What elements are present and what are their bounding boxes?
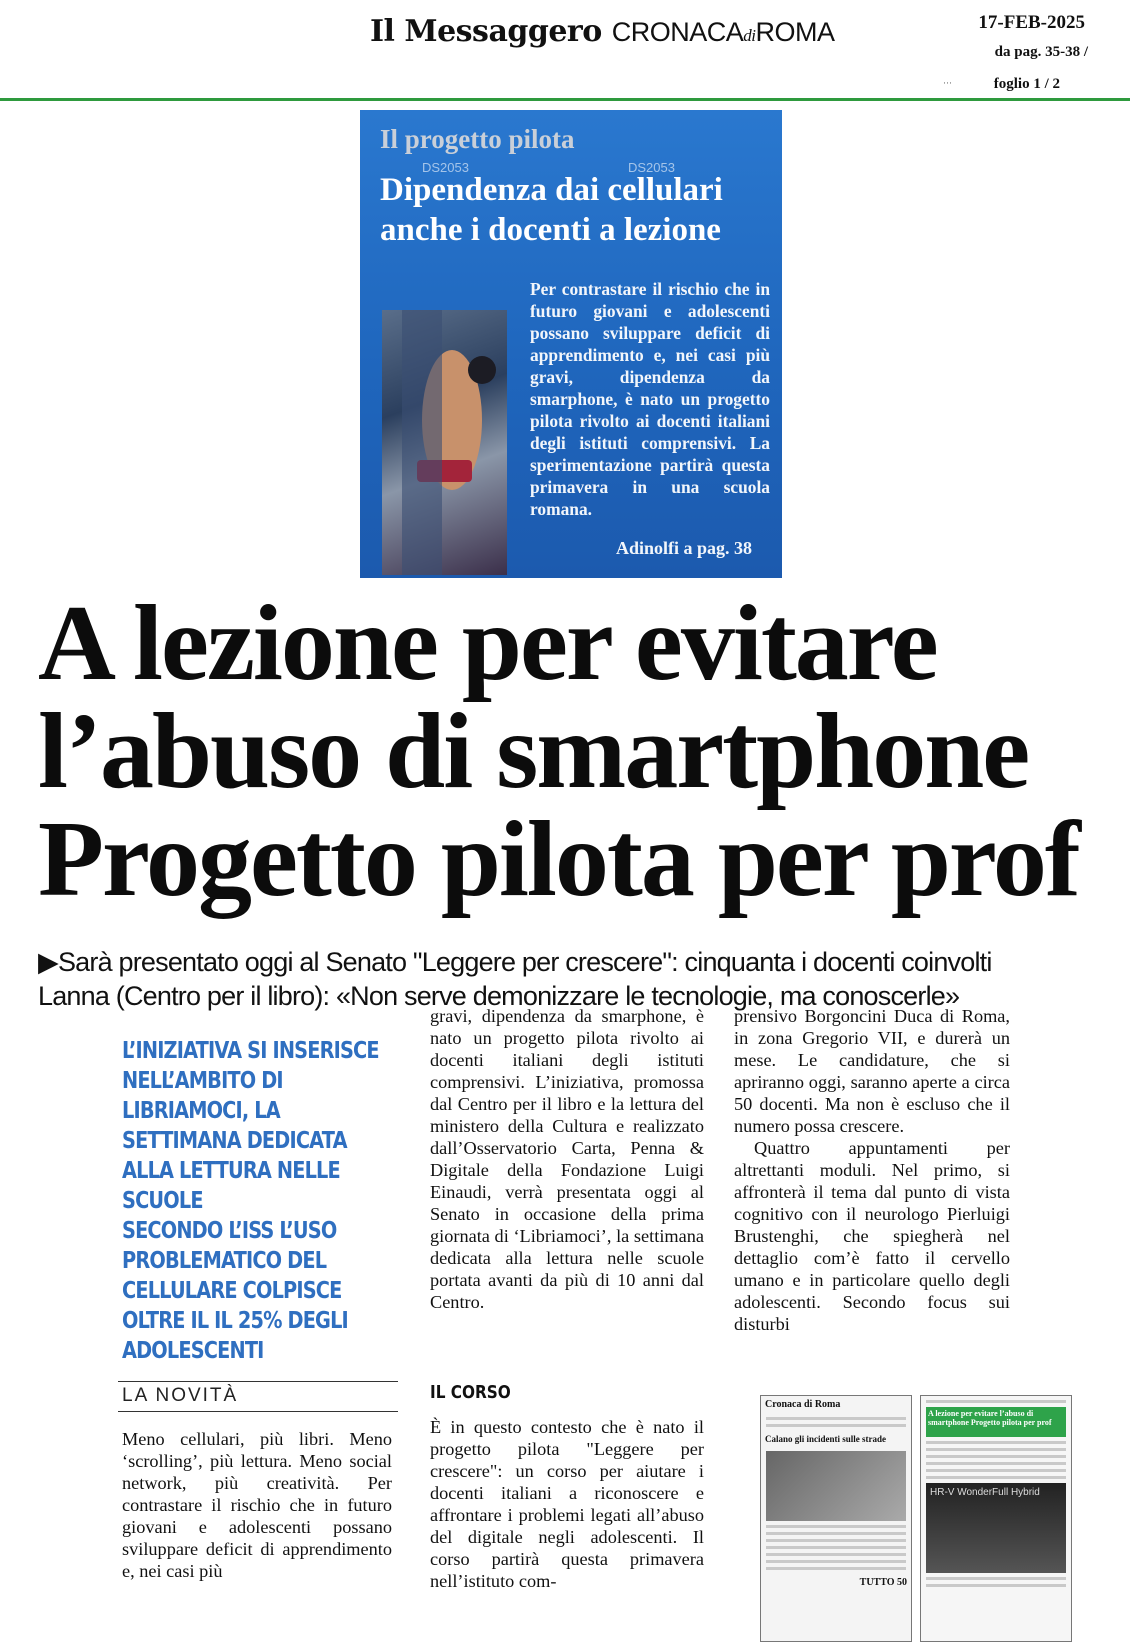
headline-line: Progetto pilota per prof bbox=[38, 800, 1079, 919]
subheadline-line: ▶Sarà presentato oggi al Senato "Leggere per crescere": cinquanta i docenti coinvolti bbox=[38, 947, 992, 977]
kicker-rule bbox=[118, 1411, 398, 1412]
kicker-rule bbox=[118, 1381, 398, 1382]
subheadline bbox=[38, 945, 1118, 1013]
article-column-1: Meno cellulari, più libri. Meno ‘scrolling’, più lettura. Meno social network, più creatività. Per contrastare il rischio che in futuro giovani e adolescenti possano sviluppare deficit di apprendimento e, nei casi più bbox=[122, 1429, 392, 1581]
thumbnail-headline: Calano gli incidenti sulle strade bbox=[765, 1434, 887, 1444]
article-column-2: gravi, dipendenza da smarphone, è nato un progetto pilota rivolto ai docenti italiani degli istituti comprensivi. L’iniziativa, promossa dal Centro per il libro e la lettura del ministero della Cultura e realizzato dall’Osservatorio Carta, Penna & Digitale della Fondazione Luigi Einaudi, verrà presentata oggi al Senato in occasione della prima giornata di ‘Libriamoci’, la settimana dedicata alla lettura nelle scuole portata avanti da più di 10 anni dal Centro. bbox=[430, 1006, 704, 1312]
article-column-3 bbox=[734, 1005, 1010, 1335]
thumbnail-ad: HR-V WonderFull Hybrid bbox=[926, 1483, 1066, 1573]
smartphone-photo-icon bbox=[382, 310, 507, 575]
headline-line: A lezione per evitare bbox=[38, 584, 937, 703]
page-thumbnail[interactable] bbox=[920, 1395, 1072, 1642]
headline bbox=[38, 584, 1108, 919]
promo-box bbox=[360, 110, 782, 578]
thumbnail-title: Cronaca di Roma bbox=[765, 1399, 841, 1410]
header-divider bbox=[0, 98, 1130, 101]
pullquote bbox=[122, 1036, 382, 1366]
promo-title-line: Dipendenza dai cellulari bbox=[380, 172, 723, 208]
paragraph: prensivo Borgoncini Duca di Roma, in zona Gregorio VII, e durerà un mese. Le candidature, che si apriranno oggi, saranno aperte a circa 50 docenti. Ma non è escluso che il numero possa crescere. bbox=[734, 1006, 1010, 1136]
publication-date: 17-FEB-2025 bbox=[978, 12, 1085, 33]
pullquote-text: SECONDO L’ISS L’USO PROBLEMATICO DEL CELLULARE COLPISCE OLTRE IL IL 25% DEGLI ADOLESCENTI bbox=[122, 1218, 348, 1364]
paragraph: Quattro appuntamenti per altrettanti moduli. Nel primo, si affronterà il tema dal punto di vista cognitivo con il neurologo Pierluigi Brustenghi, che spiegherà nel dettaglio com’è fatto il cervello umano e in particolare quello degli adolescenti. Secondo focus sui disturbi bbox=[734, 1138, 1010, 1334]
promo-title bbox=[380, 170, 770, 250]
sheet-number: foglio 1 / 2 bbox=[993, 76, 1060, 92]
newspaper-name: Il Messaggero bbox=[370, 14, 602, 49]
thumbnail-photo bbox=[766, 1451, 906, 1521]
promo-page-reference: Adinolfi a pag. 38 bbox=[615, 538, 752, 558]
thumbnail-headline: A lezione per evitare l’abuso di smartphone Progetto pilota per prof bbox=[926, 1407, 1066, 1437]
thumbnail-footer: TUTTO 50 bbox=[859, 1577, 907, 1588]
page-thumbnail[interactable] bbox=[760, 1395, 912, 1642]
article-kicker: LA NOVITÀ bbox=[122, 1385, 239, 1406]
subheadline-line: Lanna (Centro per il libro): «Non serve demonizzare le tecnologie, ma conoscerle» bbox=[38, 981, 960, 1011]
section-name: CRONACAdiROMA bbox=[611, 17, 835, 47]
promo-kicker: Il progetto pilota bbox=[380, 124, 575, 154]
header-mark: ··· bbox=[943, 78, 952, 88]
article-subtitle: IL CORSO bbox=[430, 1382, 511, 1403]
promo-photo bbox=[382, 310, 507, 575]
article-column-2b: È in questo contesto che è nato il progetto pilota "Leggere per crescere": un corso per aiutare i docenti italiani a riconoscere e affrontare i problemi legati all’abuso del digitale negli adolescenti. Il corso partirà questa primavera nell’istituto com- bbox=[430, 1417, 704, 1591]
promo-body: Per contrastare il rischio che in futuro giovani e adolescenti possano sviluppare deficit di apprendimento e, nei casi più gravi, dipendenza da smarphone, è nato un progetto pilota rivolto ai docenti italiani degli istituti comprensivi. La sperimentazione partirà questa primavera in una scuola romana. bbox=[530, 279, 770, 519]
headline-line: l’abuso di smartphone bbox=[38, 692, 1029, 811]
page-range: da pag. 35-38 / bbox=[994, 44, 1088, 60]
pullquote-text: L’INIZIATIVA SI INSERISCE NELL’AMBITO DI LIBRIAMOCI, LA SETTIMANA DEDICATA ALLA LETTURA NELLE SCUOLE bbox=[122, 1038, 379, 1214]
masthead bbox=[370, 14, 835, 64]
promo-title-line: anche i docenti a lezione bbox=[380, 212, 721, 248]
watermark: DS2053 bbox=[422, 160, 469, 175]
watermark: DS2053 bbox=[628, 160, 675, 175]
